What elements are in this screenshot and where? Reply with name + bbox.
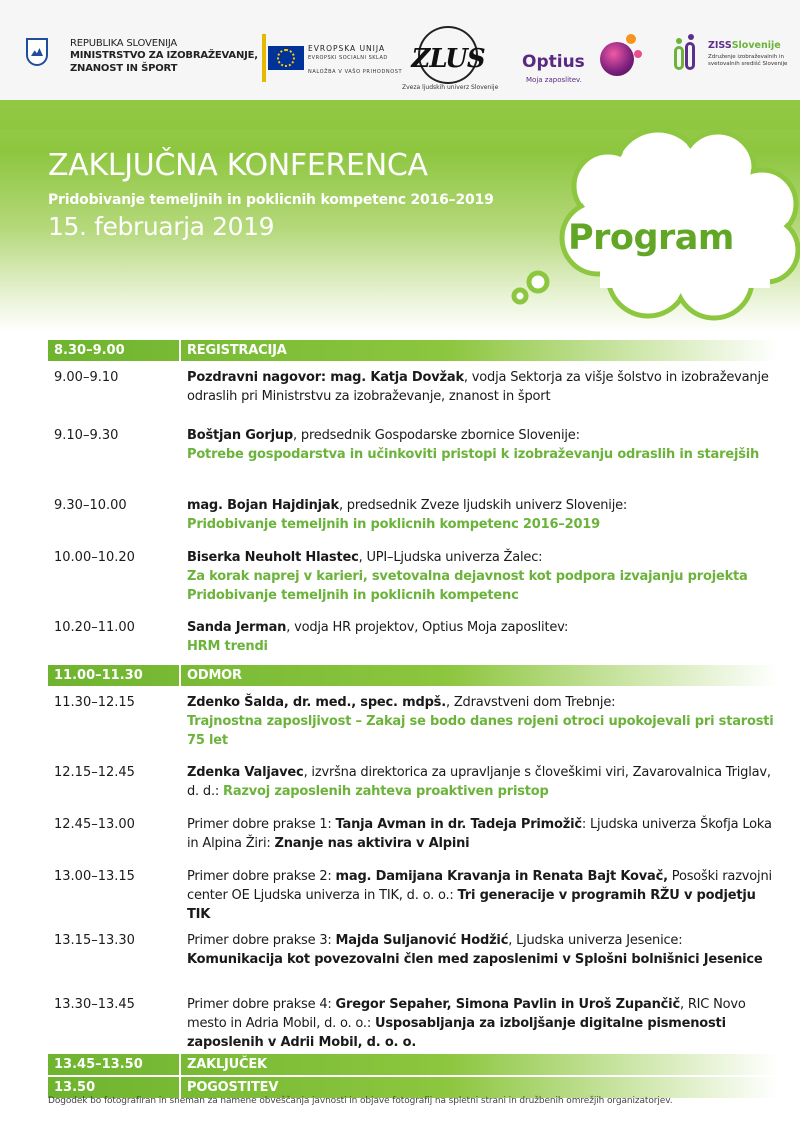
session-description: Primer dobre prakse 4: Gregor Sepaher, Simona Pavlin in Uroš Zupančič, RIC Novo mesto in Adria Mobil, d. o. o.: Usposabljanja za izboljšanje digitalne pismenosti zaposlenih v Adrii Mobil, d. o. o. — [187, 997, 746, 1050]
schedule-row — [48, 808, 778, 860]
session-time: 11.00–11.30 — [54, 668, 143, 683]
talk-title: Za korak naprej v karieri, svetovalna dejavnost kot podpora izvajanju projekta Pridobivanje temeljnih in poklicnih kompetenc — [187, 569, 748, 603]
ministry-logo — [26, 38, 258, 78]
schedule-row-odmor — [48, 665, 778, 686]
program-label: Program — [568, 218, 734, 258]
eu-line-3: NALOŽBA V VAŠO PRIHODNOST — [308, 69, 403, 75]
optius-bubble-icon — [600, 42, 634, 76]
zlus-caption: Zveza ljudskih univerz Slovenije — [402, 84, 499, 91]
talk-title: Pridobivanje temeljnih in poklicnih kompetenc 2016–2019 — [187, 517, 600, 532]
eu-line-1: EVROPSKA UNIJA — [308, 44, 386, 53]
session-title: POGOSTITEV — [187, 1080, 279, 1095]
schedule-row-zakljucek — [48, 1054, 778, 1075]
schedule-row — [48, 611, 778, 665]
schedule-row — [48, 860, 778, 924]
session-description: Primer dobre prakse 2: mag. Damijana Kravanja in Renata Bajt Kovač, Posoški razvojni center OE Ljudska univerza in TIK, d. o. o.: Tri generacije v programih RŽU v podjetju TIK — [187, 869, 772, 922]
ziss-name: ZISSSlovenije — [708, 40, 781, 51]
talk-title: HRM trendi — [187, 639, 268, 654]
session-time: 9.10–9.30 — [54, 428, 119, 443]
session-time: 13.50 — [54, 1080, 96, 1095]
eu-logo — [262, 34, 402, 84]
session-description: mag. Bojan Hajdinjak, predsednik Zveze ljudskih univerz Slovenije: Pridobivanje temeljnih in poklicnih kompetenc 2016–2019 — [187, 498, 628, 532]
optius-name: Optius — [522, 52, 585, 72]
eu-flag-icon — [268, 46, 304, 70]
program-schedule — [48, 340, 778, 1098]
talk-title: Razvoj zaposlenih zahteva proaktiven pristop — [223, 784, 549, 799]
session-time: 13.45–13.50 — [54, 1057, 143, 1072]
session-description: Zdenko Šalda, dr. med., spec. mdpš., Zdravstveni dom Trebnje: Trajnostna zaposljivost – Zakaj se bodo danes rojeni otroci upokojevali pri starosti 75 let — [187, 695, 774, 748]
sponsor-logo-strip — [0, 0, 800, 100]
slovenia-crest-icon — [26, 38, 48, 66]
session-description: Zdenka Valjavec, izvršna direktorica za upravljanje s človeškimi viri, Zavarovalnica Triglav, d. d.: Razvoj zaposlenih zahteva proaktiven pristop — [187, 765, 771, 799]
ministry-line-3: ZNANOST IN ŠPORT — [70, 63, 178, 74]
session-title: REGISTRACIJA — [187, 343, 287, 358]
session-description: Primer dobre prakse 3: Majda Suljanović Hodžić, Ljudska univerza Jesenice: Komunikacija kot povezovalni člen med zaposlenimi v Splošni bolnišnici Jesenice — [187, 933, 763, 967]
talk-title: Znanje nas aktivira v Alpini — [274, 836, 470, 851]
schedule-row — [48, 541, 778, 611]
footer-note: Dogodek bo fotografiran in sneman za namene obveščanja javnosti in objave fotografij na spletni strani in družbenih omrežjih organizatorjev. — [48, 1096, 673, 1106]
conference-subtitle: Pridobivanje temeljnih in poklicnih kompetenc 2016–2019 — [48, 192, 494, 208]
session-time: 10.20–11.00 — [54, 620, 135, 635]
conference-title: ZAKLJUČNA KONFERENCA — [48, 148, 428, 183]
talk-title: Potrebe gospodarstva in učinkoviti pristopi k izobraževanju odraslih in starejših — [187, 447, 760, 462]
eu-line-2: EVROPSKI SOCIALNI SKLAD — [308, 55, 388, 61]
ziss-logo — [672, 38, 797, 82]
schedule-row-pogostitev — [48, 1077, 778, 1098]
talk-title: Trajnostna zaposljivost – Zakaj se bodo danes rojeni otroci upokojevali pri starosti 75 let — [187, 714, 774, 748]
session-time: 9.30–10.00 — [54, 498, 127, 513]
session-time: 13.15–13.30 — [54, 933, 135, 948]
ziss-mark-icon — [672, 38, 702, 72]
session-time: 13.30–13.45 — [54, 997, 135, 1012]
session-time: 13.00–13.15 — [54, 869, 135, 884]
schedule-row — [48, 686, 778, 756]
session-description: Biserka Neuholt Hlastec, UPI–Ljudska univerza Žalec: Za korak naprej v karieri, svetovalna dejavnost kot podpora izvajanju projekta Pridobivanje temeljnih in poklicnih kompetenc — [187, 550, 748, 603]
session-description: Sanda Jerman, vodja HR projektov, Optius Moja zaposlitev: HRM trendi — [187, 620, 569, 654]
session-title: ZAKLJUČEK — [187, 1057, 267, 1072]
zlus-logo — [402, 26, 499, 94]
session-time: 9.00–9.10 — [54, 370, 119, 385]
session-time: 11.30–12.15 — [54, 695, 135, 710]
ziss-caption: Združenje izobraževalnih in svetovalnih središč Slovenije — [708, 54, 788, 67]
ministry-line-2: MINISTRSTVO ZA IZOBRAŽEVANJE, — [70, 50, 258, 61]
session-time: 12.15–12.45 — [54, 765, 135, 780]
session-description: Boštjan Gorjup, predsednik Gospodarske zbornice Slovenije: Potrebe gospodarstva in učinkoviti pristopi k izobraževanju odraslih in starejših — [187, 428, 760, 462]
session-description: Primer dobre prakse 1: Tanja Avman in dr. Tadeja Primožič: Ljudska univerza Škofja Loka in Alpina Žiri: Znanje nas aktivira v Alpini — [187, 817, 772, 851]
zlus-mark: ZLUS — [411, 44, 485, 74]
schedule-row — [48, 489, 778, 541]
talk-title: Tri generacije v programih RŽU v podjetju TIK — [187, 888, 756, 922]
ministry-line-1: REPUBLIKA SLOVENIJA — [70, 38, 178, 49]
session-title: ODMOR — [187, 668, 242, 683]
session-time: 8.30–9.00 — [54, 343, 125, 358]
optius-tagline: Moja zaposlitev. — [526, 76, 582, 84]
schedule-row — [48, 419, 778, 489]
schedule-row — [48, 988, 778, 1054]
optius-logo — [522, 38, 652, 88]
schedule-row-registracija — [48, 340, 778, 361]
schedule-row — [48, 361, 778, 419]
talk-title: Komunikacija kot povezovalni člen med zaposlenimi v Splošni bolnišnici Jesenice — [187, 952, 763, 967]
session-description: Pozdravni nagovor: mag. Katja Dovžak, vodja Sektorja za višje šolstvo in izobraževanje odraslih pri Ministrstvu za izobraževanje, znanost in šport — [187, 370, 769, 404]
talk-title: Usposabljanja za izboljšanje digitalne pismenosti zaposlenih v Adrii Mobil, d. o. o. — [187, 1016, 726, 1050]
session-time: 10.00–10.20 — [54, 550, 135, 565]
conference-date: 15. februarja 2019 — [48, 212, 275, 241]
schedule-row — [48, 924, 778, 988]
schedule-row — [48, 756, 778, 808]
session-time: 12.45–13.00 — [54, 817, 135, 832]
